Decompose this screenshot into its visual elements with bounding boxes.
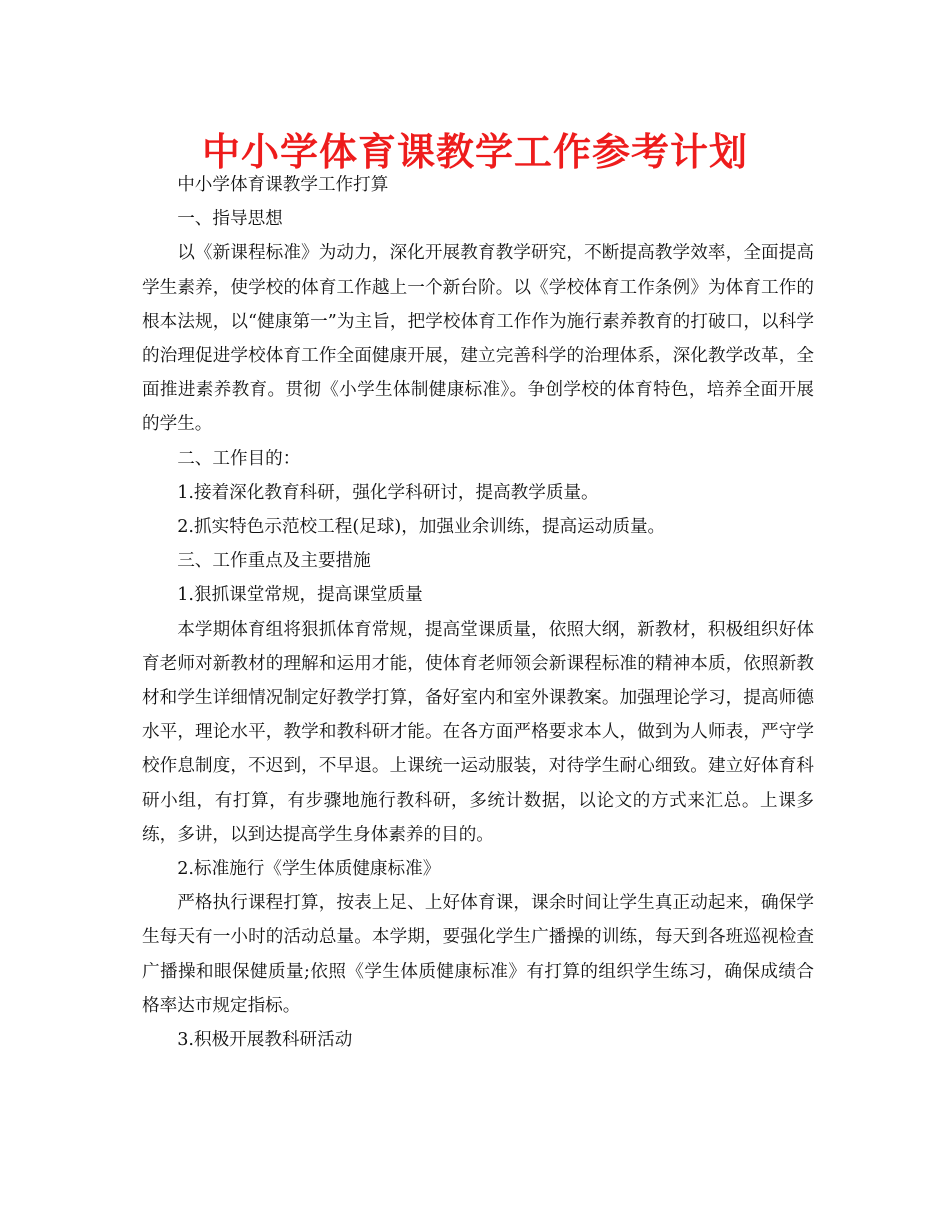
paragraph-subtitle: 中小学体育课教学工作打算 [177,175,389,195]
paragraph-health-standard: 严格执行课程打算，按表上足、上好体育课，课余时间让学生真正动起来，确保学生每天有一小时的活动总量。本学期，要强化学生广播操的训练，每天到各班巡视检查广播操和眼保健质量;依照《学生体质健康标准》有打算的组织学生练习，确保成绩合格率达市规定指标。 [142,893,814,1016]
paragraph-guiding-ideology: 以《新课程标准》为动力，深化开展教育教学研究，不断提高教学效率，全面提高学生素养，使学校的体育工作越上一个新台阶。以《学校体育工作条例》为体育工作的根本法规，以“健康第一”为主旨，把学校体育工作作为施行素养教育的打破口，以科学的治理促进学校体育工作全面健康开展，建立完善科学的治理体系，深化教学改革，全面推进素养教育。贯彻《小学生体制健康标准》。争创学校的体育特色，培养全面开展的学生。 [142,243,814,435]
list-item-goal-2: 2.抓实特色示范校工程(足球)，加强业余训练，提高运动质量。 [177,517,666,538]
document-body [142,168,814,1057]
heading-guiding-ideology: 一、指导思想 [177,209,283,230]
document-title: 中小学体育课教学工作参考计划 [201,130,748,174]
paragraph-classroom-routine: 本学期体育组将狠抓体育常规，提高堂课质量，依照大纲，新教材，积极组织好体育老师对新教材的理解和运用才能，使体育老师领会新课程标准的精神本质，依照新教材和学生详细情况制定好教学打算，备好室内和室外课教案。加强理论学习，提高师德水平，理论水平，教学和教科研才能。在各方面严格要求本人，做到为人师表，严守学校作息制度，不迟到，不早退。上课统一运动服装，对待学生耐心细致。建立好体育科研小组，有打算，有步骤地施行教科研，多统计数据，以论文的方式来汇总。上课多练，多讲，以到达提高学生身体素养的目的。 [142,619,814,845]
heading-work-goals: 二、工作目的： [177,448,301,469]
subheading-health-standard: 2.标准施行《学生体质健康标准》 [177,859,441,880]
subheading-classroom-routine: 1.狠抓课堂常规，提高课堂质量 [177,585,423,606]
heading-key-measures: 三、工作重点及主要措施 [177,551,371,572]
list-item-goal-1: 1.接着深化教育科研，强化学科研讨，提高教学质量。 [177,482,599,503]
subheading-research-activities: 3.积极开展教科研活动 [177,1030,353,1051]
